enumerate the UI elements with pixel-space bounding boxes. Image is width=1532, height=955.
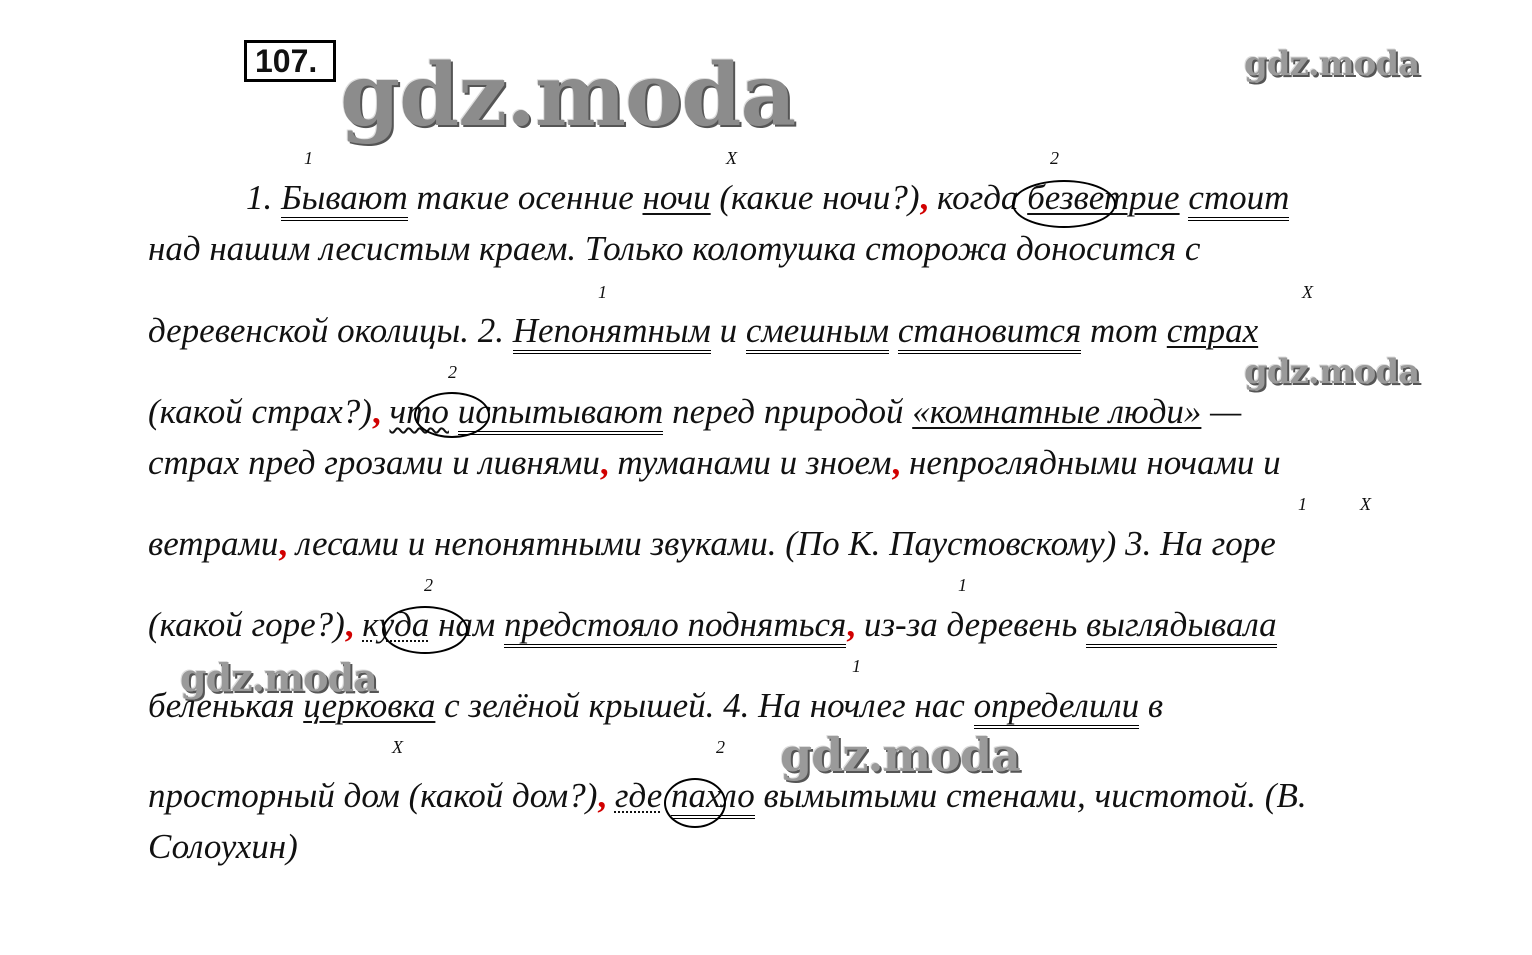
conjunction-circle xyxy=(1012,180,1116,228)
subject: ночи xyxy=(642,178,711,217)
mark-main-clause-1: 1 xyxy=(852,656,861,676)
text-line-1 xyxy=(246,178,1289,218)
watermark-logo-right: gdz.moda xyxy=(1244,352,1420,392)
text-line-6 xyxy=(148,524,1276,564)
predicate: становится xyxy=(898,311,1081,354)
text-fragment: перед природой xyxy=(663,392,913,431)
text-fragment: такие осенние xyxy=(407,178,643,217)
text-fragment: вымытыми стенами, чистотой. (В. xyxy=(754,776,1307,815)
comma-mark: , xyxy=(344,605,354,644)
text-fragment xyxy=(889,311,898,350)
watermark-logo-center: gdz.moda xyxy=(780,728,1020,782)
conjunctive-word: когда xyxy=(937,178,1019,217)
mark-main-clause-1: 1 xyxy=(304,148,313,168)
text-fragment: из-за деревень xyxy=(855,605,1087,644)
text-fragment: над нашим лесистым краем. Только колотушка сторожа доносится с xyxy=(148,229,1201,268)
text-fragment: туманами и зноем xyxy=(608,443,892,482)
exercise-number: 107. xyxy=(244,40,336,82)
conjunction-circle xyxy=(382,606,468,654)
comma-mark: , xyxy=(919,178,929,217)
conjunctive-word: где xyxy=(614,776,663,815)
mark-sub-clause-2: 2 xyxy=(1050,148,1059,168)
conjunction-circle xyxy=(664,778,726,828)
watermark-logo-top-right: gdz.moda xyxy=(1244,44,1420,84)
subject: страх xyxy=(1166,311,1259,350)
watermark-logo-left: gdz.moda xyxy=(180,655,377,700)
text-line-8 xyxy=(148,686,1163,726)
text-line-7 xyxy=(148,605,1277,645)
text-line-5 xyxy=(148,443,1281,483)
text-line-10 xyxy=(148,827,298,867)
subject: безветрие xyxy=(1027,178,1180,217)
text-line-2 xyxy=(148,229,1200,269)
mark-sub-clause-2: 2 xyxy=(716,737,725,757)
text-fragment: просторный дом (какой дом?) xyxy=(148,776,598,815)
predicate: стоит xyxy=(1188,178,1289,221)
subject: «комнатные люди» xyxy=(912,392,1202,431)
predicate: выглядывала xyxy=(1086,605,1277,648)
text-fragment: — xyxy=(1201,392,1242,431)
mark-defined-word: X xyxy=(726,148,737,168)
comma-mark: , xyxy=(891,443,901,482)
predicate: определили xyxy=(974,686,1139,729)
text-fragment: (какой страх?) xyxy=(148,392,372,431)
text-fragment xyxy=(928,178,937,217)
text-fragment: ветрами xyxy=(148,524,279,563)
text-line-3 xyxy=(148,311,1258,351)
subject: церковка xyxy=(303,686,436,725)
mark-sub-clause-2: 2 xyxy=(448,362,457,382)
predicate: предстояло подняться xyxy=(504,605,846,648)
mark-main-clause-1: 1 xyxy=(958,575,967,595)
mark-main-clause-1: 1 xyxy=(1298,494,1307,514)
predicate: смешным xyxy=(746,311,889,354)
comma-mark: , xyxy=(278,524,288,563)
comma-mark: , xyxy=(597,776,607,815)
text-fragment xyxy=(606,776,615,815)
conjunction-circle xyxy=(414,392,490,438)
text-fragment: лесами и непонятными звуками. (По К. Паустовскому) 3. На горе xyxy=(287,524,1276,563)
text-fragment: тот xyxy=(1081,311,1167,350)
text-fragment: деревенской околицы. 2. xyxy=(148,311,513,350)
text-fragment: и xyxy=(710,311,746,350)
text-fragment: в xyxy=(1139,686,1164,725)
conjunctive-word: куда xyxy=(362,605,430,644)
text-fragment xyxy=(354,605,363,644)
predicate: Бывают xyxy=(281,178,408,221)
mark-defined-word: X xyxy=(1360,494,1371,514)
text-fragment: непроглядными ночами и xyxy=(900,443,1281,482)
text-fragment: беленькая xyxy=(148,686,304,725)
predicate: Непонятным xyxy=(513,311,711,354)
comma-mark: , xyxy=(599,443,609,482)
text-line-9 xyxy=(148,776,1307,816)
watermark-logo-large: gdz.moda xyxy=(340,45,796,146)
mark-main-clause-1: 1 xyxy=(598,282,607,302)
conjunctive-word: что xyxy=(389,392,449,431)
predicate: испытывают xyxy=(458,392,664,435)
text-fragment: страх пред грозами и ливнями xyxy=(148,443,600,482)
text-line-4 xyxy=(148,392,1241,432)
text-fragment: нам xyxy=(429,605,505,644)
mark-sub-clause-2: 2 xyxy=(424,575,433,595)
mark-defined-word: X xyxy=(392,737,403,757)
text-fragment: 1. xyxy=(246,178,281,217)
text-fragment: (какие ночи?) xyxy=(710,178,920,217)
text-fragment: (какой горе?) xyxy=(148,605,345,644)
comma-mark: , xyxy=(846,605,856,644)
mark-defined-word: X xyxy=(1302,282,1313,302)
text-fragment: с зелёной крышей. 4. На ночлег нас xyxy=(435,686,974,725)
text-fragment: Солоухин) xyxy=(148,827,298,866)
comma-mark: , xyxy=(371,392,381,431)
predicate: пахло xyxy=(671,776,755,819)
